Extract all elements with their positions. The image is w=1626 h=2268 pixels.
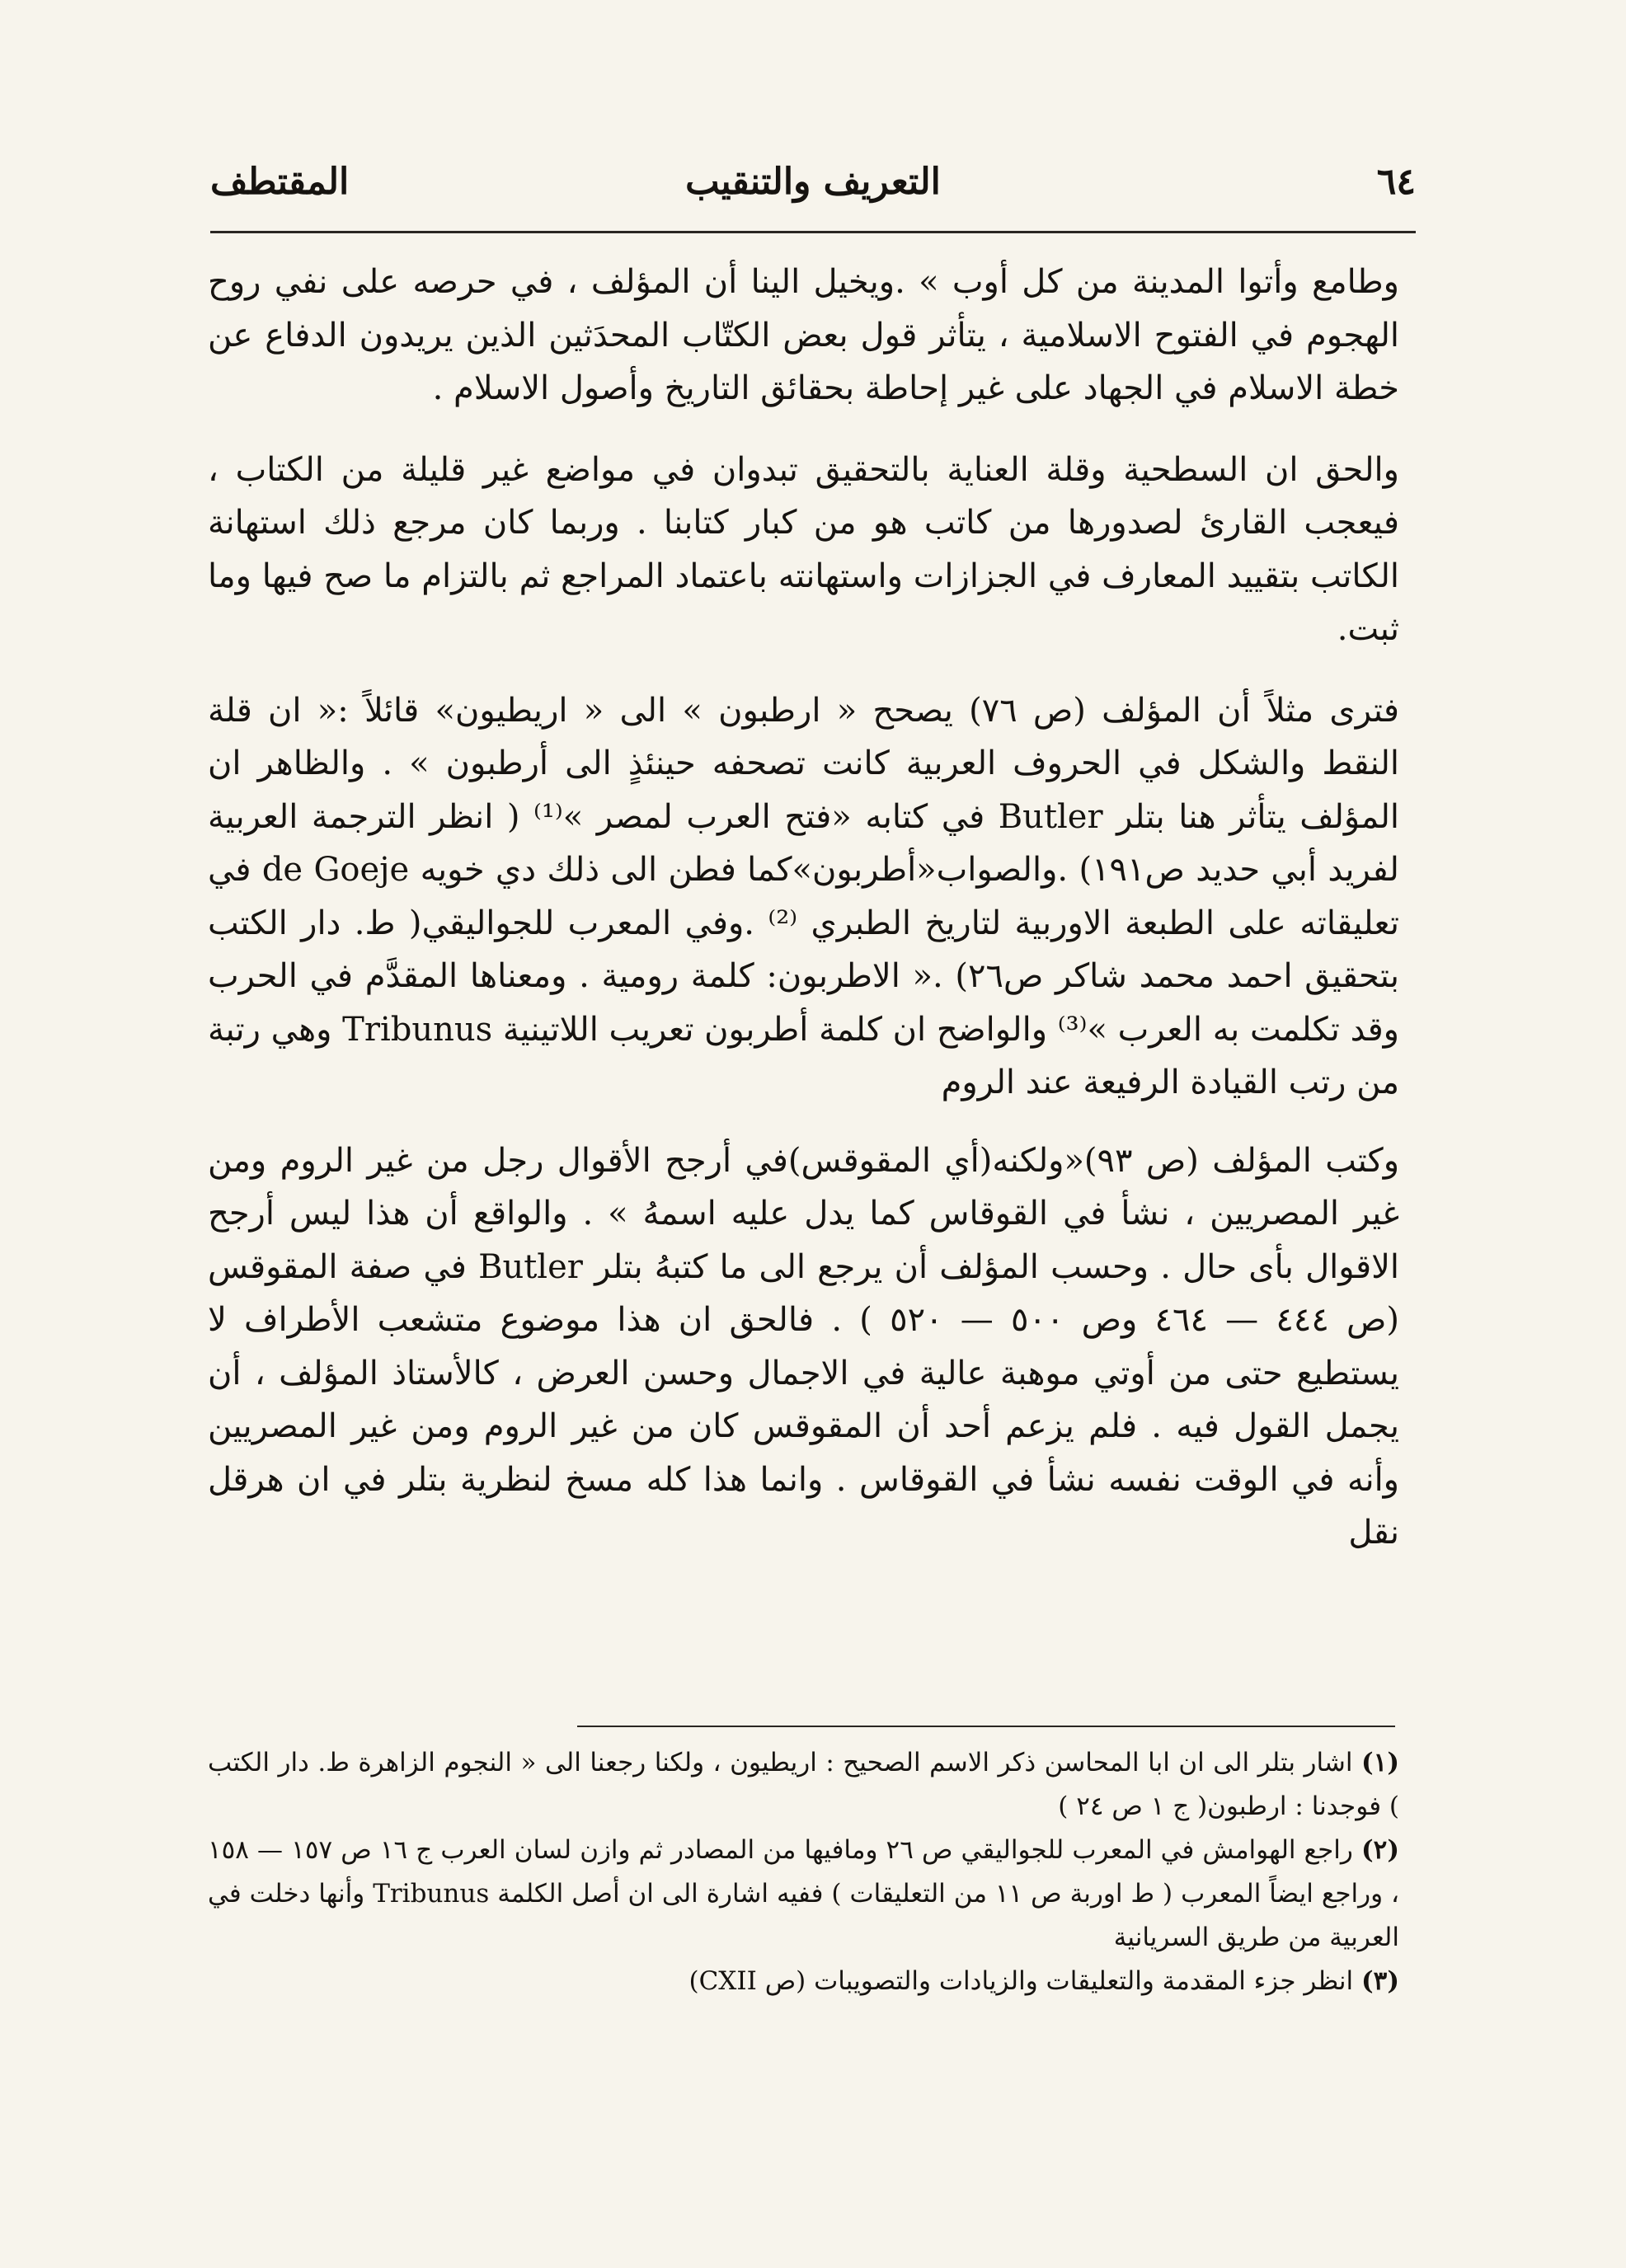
footnote-3-text: انظر جزء المقدمة والتعليقات والزيادات والتصويبات (ص CXII) — [688, 1966, 1354, 1996]
footnote-2-text: راجع الهوامش في المعرب للجواليقي ص ٢٦ ومافيها من المصادر ثم وازن لسان العرب ج ١٦ ص ١٥٧ — ١٥٨ ، وراجع ايضاً المعرب ( ط اوربة ص ١١ من التعليقات ) ففيه اشارة الى ان أصل الكلمة Tribunus وأنها دخلت في العربية من طريق السريانية — [208, 1835, 1400, 1952]
page-number: ٦٤ — [1376, 161, 1416, 203]
footnote-divider — [577, 1726, 1395, 1727]
footnote-2-number: (٢) — [1361, 1835, 1399, 1865]
paragraph-4: وكتب المؤلف (ص ٩٣)«ولكنه(أي المقوقس)في أرجح الأقوال رجل من غير الروم ومن غير المصريين ، نشأ في القوقاس كما يدل عليه اسمهُ » . والواقع أن هذا ليس أرجح الاقوال بأى حال . وحسب المؤلف أن يرجع الى ما كتبهُ بتلر Butler في صفة المقوقس (ص ٤٤٤ — ٤٦٤ وص ٥٠٠ — ٥٢٠ ) . فالحق ان هذا موضوع متشعب الأطراف لا يستطيع حتى من أوتي موهبة عالية في الاجمال وحسن العرض ، كالأستاذ المؤلف ، أن يجمل القول فيه . فلم يزعم أحد أن المقوقس كان من غير الروم ومن غير المصريين وأنه في الوقت نفسه نشأ في القوقاس . وانما هذا كله مسخ لنظرية بتلر في ان هرقل نقل — [208, 1141, 1400, 1552]
paragraph-1: وطامع وأتوا المدينة من كل أوب » .ويخيل الينا أن المؤلف ، في حرصه على نفي روح الهجوم في الفتوح الاسلامية ، يتأثر قول بعض الكتّاب المحدَثين الذين يريدون الدفاع عن خطة الاسلام في الجهاد على غير إحاطة بحقائق التاريخ وأصول الاسلام . — [208, 263, 1399, 407]
footnote-1 — [208, 1741, 1399, 1829]
section-title: التعريف والتنقيب — [685, 161, 941, 203]
body-text — [208, 256, 1399, 1588]
page-header — [210, 161, 1416, 210]
footnote-2 — [208, 1829, 1399, 1960]
journal-name: المقتطف — [210, 161, 350, 203]
paragraph-3: فترى مثلاً أن المؤلف (ص ٧٦) يصحح « ارطبون » الى « اريطيون» قائلاً :« ان قلة النقط والشكل في الحروف العربية كانت تصحفه حينئذٍ الى أرطبون » . والظاهر ان المؤلف يتأثر هنا بتلر Butler في كتابه «فتح العرب لمصر »⁽¹⁾ ( انظر الترجمة العربية لفريد أبي حديد ص١٩١) .والصواب«أطربون»كما فطن الى ذلك دي خويه de Goeje في تعليقاته على الطبعة الاوربية لتاريخ الطبري ⁽²⁾ .وفي المعرب للجواليقي( ط. دار الكتب بتحقيق احمد محمد شاكر ص٢٦) .« الاطربون: كلمة رومية . ومعناها المقدَّم في الحرب وقد تكلمت به العرب »⁽³⁾ والواضح ان كلمة أطربون تعريب اللاتينية Tribunus وهي رتبة من رتب القيادة الرفيعة عند الروم — [208, 691, 1399, 1101]
footnote-3-number: (٣) — [1361, 1966, 1399, 1996]
footnote-3 — [208, 1960, 1399, 2003]
paragraph-2: والحق ان السطحية وقلة العناية بالتحقيق تبدوان في مواضع غير قليلة من الكتاب ، فيعجب القارئ لصدورها من كاتب هو من كبار كتابنا . وربما كان مرجع ذلك استهانة الكاتب بتقييد المعارف في الجزازات واستهانته باعتماد المراجع ثم بالتزام ما صح فيها وما ثبت. — [208, 450, 1399, 648]
footnote-1-text: اشار بتلر الى ان ابا المحاسن ذكر الاسم الصحيح : اريطيون ، ولكنا رجعنا الى « النجوم الزاهرة ط. دار الكتب ) فوجدنا : ارطبون( ج ١ ص ٢٤ ) — [208, 1748, 1399, 1821]
footnotes — [208, 1741, 1399, 2003]
footnote-1-number: (١) — [1360, 1748, 1399, 1777]
header-divider — [210, 231, 1416, 233]
